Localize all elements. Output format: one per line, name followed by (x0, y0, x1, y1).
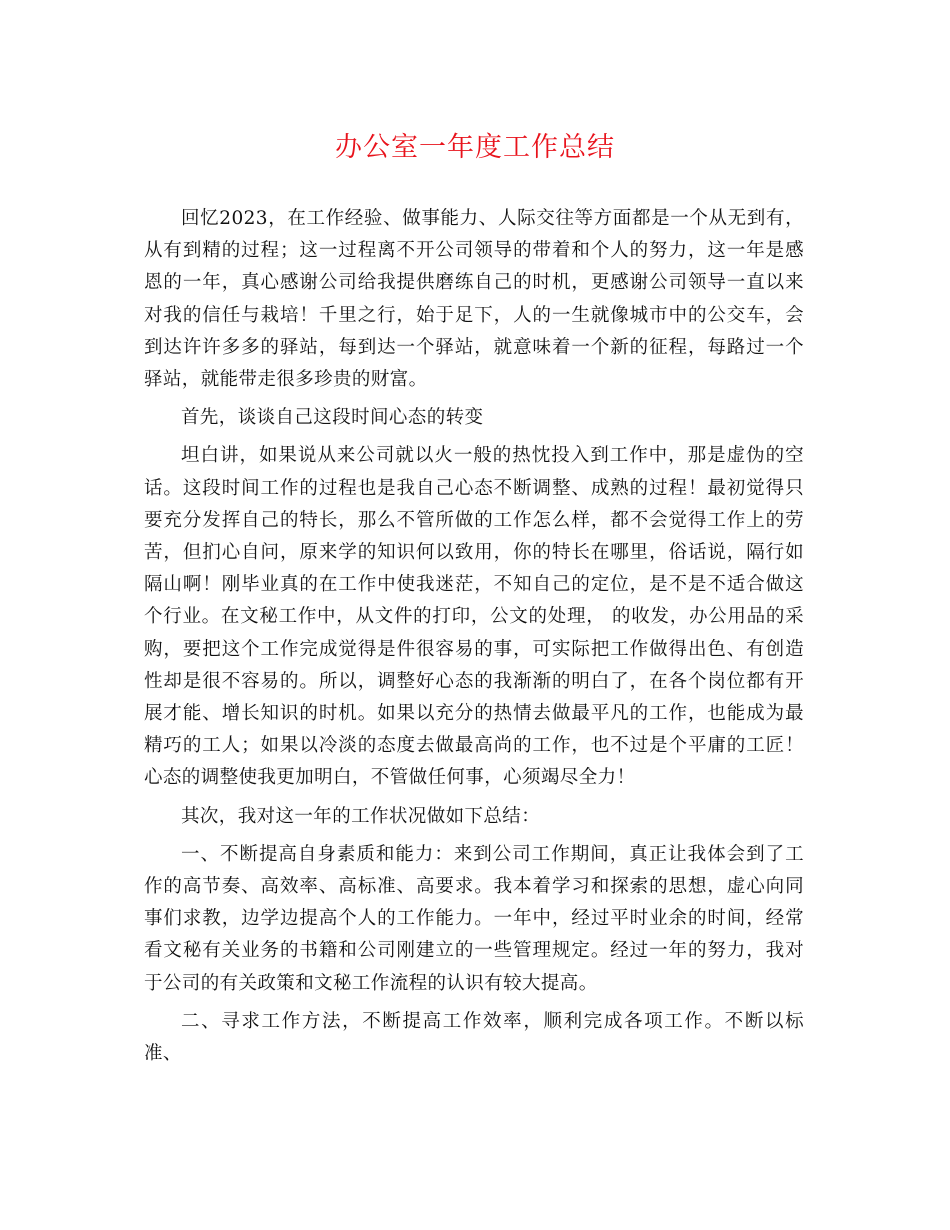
paragraph-mindset-heading: 首先，谈谈自己这段时间心态的转变 (181, 407, 484, 429)
document-body (144, 203, 804, 1076)
paragraph-summary-heading: 其次，我对这一年的工作状况做如下总结： (181, 805, 541, 827)
paragraph-mindset: 坦白讲，如果说从来公司就以火一般的热忱投入到工作中，那是虚伪的空话。这段时间工作的过程也是我自己心态不断调整、成熟的过程！最初觉得只要充分发挥自己的特长，那么不管所做的工作怎么样，都不会觉得工作上的劳苦，但扪心自问，原来学的知识何以致用，你的特长在哪里，俗话说，隔行如隔山啊！刚毕业真的在工作中使我迷茫，不知自己的定位，是不是不适合做这个行业。在文秘工作中，从文件的打印，公文的处理， 的收发，办公用品的采购，要把这个工作完成觉得是件很容易的事，可实际把工作做得出色、有创造性却是很不容易的。所以，调整好心态的我渐渐的明白了，在各个岗位都有开展才能、增长知识的时机。如果以充分的热情去做最平凡的工作，也能成为最精巧的工人；如果以冷淡的态度去做最高尚的工作，也不过是个平庸的工匠！心态的调整使我更加明白，不管做任何事，心须竭尽全力！ (144, 445, 804, 789)
paragraph-point-two: 二、寻求工作方法，不断提高工作效率，顺利完成各项工作。不断以标准、 (144, 1010, 804, 1065)
document-title: 办公室一年度工作总结 (335, 132, 615, 163)
paragraph-intro: 回忆2023，在工作经验、做事能力、人际交往等方面都是一个从无到有，从有到精的过程；这一过程离不开公司领导的带着和个人的努力，这一年是感恩的一年，真心感谢公司给我提供磨练自己的时机，更感谢公司领导一直以来对我的信任与栽培！千里之行，始于足下，人的一生就像城市中的公交车，会到达许许多多的驿站，每到达一个驿站，就意味着一个新的征程，每路过一个驿站，就能带走很多珍贵的财富。 (144, 208, 804, 391)
paragraph-point-one: 一、不断提高自身素质和能力：来到公司工作期间，真正让我体会到了工作的高节奏、高效率、高标准、高要求。我本着学习和探索的思想，虚心向同事们求教，边学边提高个人的工作能力。一年中，经过平时业余的时间，经常看文秘有关业务的书籍和公司刚建立的一些管理规定。经过一年的努力，我对于公司的有关政策和文秘工作流程的认识有较大提高。 (144, 843, 804, 994)
